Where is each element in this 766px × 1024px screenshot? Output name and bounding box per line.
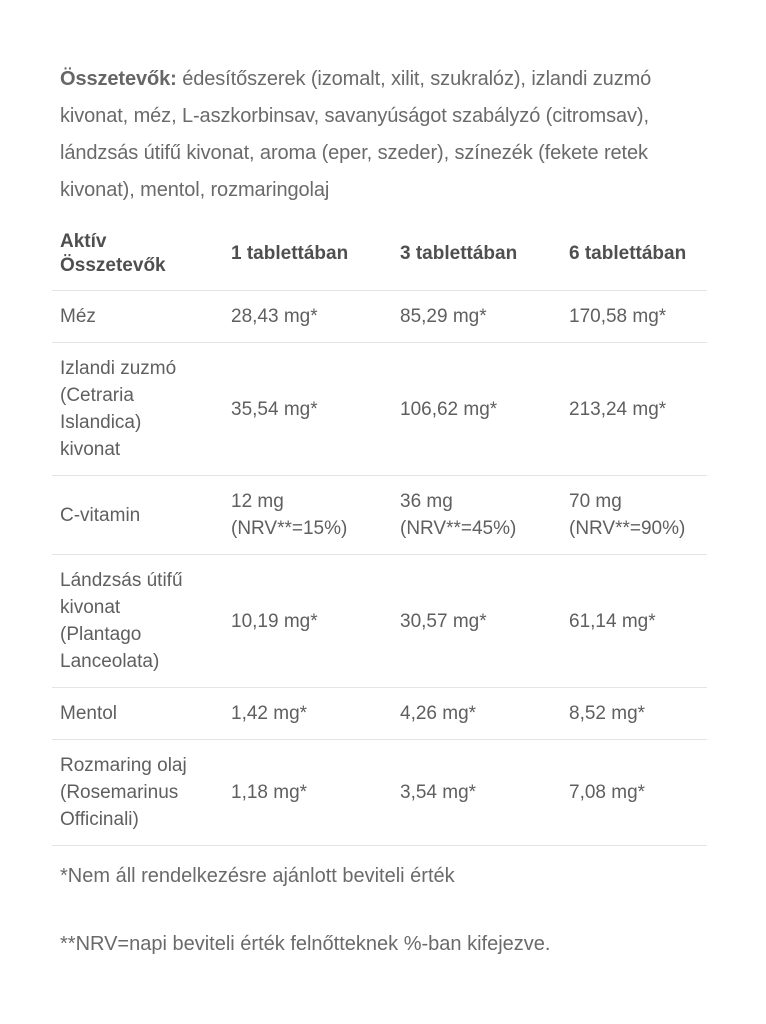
table-cell-line: 170,58 mg*	[569, 306, 667, 327]
table-cell-line: Rozmaring olaj	[60, 755, 187, 776]
table-cell-line: C-vitamin	[60, 504, 141, 526]
table-cell-three-tablets	[392, 555, 561, 688]
table-cell-line: 106,62 mg*	[400, 398, 498, 420]
table-body	[52, 291, 707, 846]
table-cell-line: 70 mg	[569, 491, 622, 512]
column-header-three-tablets	[392, 218, 561, 291]
table-cell-line: 7,08 mg*	[569, 782, 646, 803]
column-header-ingredient	[52, 218, 223, 291]
table-cell-line: (Cetraria	[60, 385, 134, 406]
table-cell-ingredient	[52, 740, 223, 846]
footnote-no-reference-value: *Nem áll rendelkezésre ajánlott beviteli érték	[60, 865, 455, 887]
table-cell-one-tablet	[223, 291, 392, 343]
ingredients-text: édesítőszerek (izomalt, xilit, szukralóz), izlandi zuzmó kivonat, méz, L-aszkorbinsav, savanyúságot szabályzó (citromsav), lándzsás útifű kivonat, aroma (eper, szeder), színezék (fekete retek kivonat), mentol, rozmaringolaj	[60, 68, 652, 201]
table-cell-one-tablet	[223, 476, 392, 555]
table-cell-line: (NRV**=45%)	[400, 518, 517, 539]
table-header	[52, 218, 707, 291]
table-cell-line: Lándzsás útifű	[60, 570, 183, 591]
table-header-row	[52, 218, 707, 291]
table-cell-one-tablet	[223, 555, 392, 688]
active-ingredients-table	[52, 218, 707, 846]
table-cell-line: Méz	[60, 306, 96, 327]
table-cell-line: kivonat	[60, 597, 121, 618]
column-header-line: 6 tablettában	[569, 243, 687, 264]
table-cell-six-tablets	[561, 740, 707, 846]
table-cell-ingredient	[52, 343, 223, 476]
column-header-six-tablets	[561, 218, 707, 291]
table-row	[52, 476, 707, 555]
table-cell-line: 85,29 mg*	[400, 306, 487, 327]
table-cell-three-tablets	[392, 688, 561, 740]
table-cell-line: Islandica)	[60, 412, 142, 433]
table-cell-six-tablets	[561, 291, 707, 343]
table-cell-line: (Plantago	[60, 624, 142, 645]
table-cell-one-tablet	[223, 740, 392, 846]
table-cell-six-tablets	[561, 476, 707, 555]
table-cell-line: 35,54 mg*	[231, 398, 318, 420]
table-cell-six-tablets	[561, 555, 707, 688]
table-cell-line: Izlandi zuzmó	[60, 358, 177, 379]
table-cell-line: (NRV**=15%)	[231, 518, 348, 539]
table-cell-line: 8,52 mg*	[569, 703, 646, 724]
column-header-line: Aktív	[60, 231, 107, 252]
table-row	[52, 688, 707, 740]
table-cell-line: 30,57 mg*	[400, 610, 487, 632]
table-cell-line: 213,24 mg*	[569, 398, 667, 420]
column-header-line: 3 tablettában	[400, 243, 518, 264]
table-cell-line: 1,42 mg*	[231, 703, 308, 724]
table-cell-line: Officinali)	[60, 809, 139, 830]
table-cell-line: 10,19 mg*	[231, 610, 318, 632]
table-cell-three-tablets	[392, 291, 561, 343]
table-cell-line: 12 mg	[231, 491, 284, 512]
table-row	[52, 740, 707, 846]
column-header-one-tablet	[223, 218, 392, 291]
table-row	[52, 343, 707, 476]
table-cell-three-tablets	[392, 740, 561, 846]
table-cell-six-tablets	[561, 343, 707, 476]
table-cell-line: (NRV**=90%)	[569, 518, 686, 539]
table-cell-ingredient	[52, 291, 223, 343]
table-row	[52, 291, 707, 343]
table-cell-line: 1,18 mg*	[231, 782, 308, 803]
table-cell-one-tablet	[223, 688, 392, 740]
table-cell-line: 61,14 mg*	[569, 610, 656, 632]
column-header-line: Összetevők	[60, 255, 166, 276]
table-cell-line: 3,54 mg*	[400, 782, 477, 803]
table-cell-three-tablets	[392, 343, 561, 476]
table-row	[52, 555, 707, 688]
footnote-nrv-definition: **NRV=napi beviteli érték felnőtteknek %-ban kifejezve.	[60, 933, 551, 955]
table-cell-line: Mentol	[60, 703, 118, 724]
table-cell-line: Lanceolata)	[60, 651, 160, 672]
table-cell-ingredient	[52, 688, 223, 740]
table-cell-three-tablets	[392, 476, 561, 555]
table-cell-ingredient	[52, 555, 223, 688]
table-cell-line: 36 mg	[400, 491, 453, 512]
table-cell-line: kivonat	[60, 439, 121, 460]
table-cell-ingredient	[52, 476, 223, 555]
table-cell-line: (Rosemarinus	[60, 782, 179, 803]
column-header-line: 1 tablettában	[231, 243, 349, 264]
table-cell-six-tablets	[561, 688, 707, 740]
table-cell-one-tablet	[223, 343, 392, 476]
ingredients-label: Összetevők:	[60, 68, 177, 90]
table-cell-line: 28,43 mg*	[231, 306, 318, 327]
ingredients-paragraph	[60, 61, 710, 209]
table-cell-line: 4,26 mg*	[400, 703, 477, 724]
